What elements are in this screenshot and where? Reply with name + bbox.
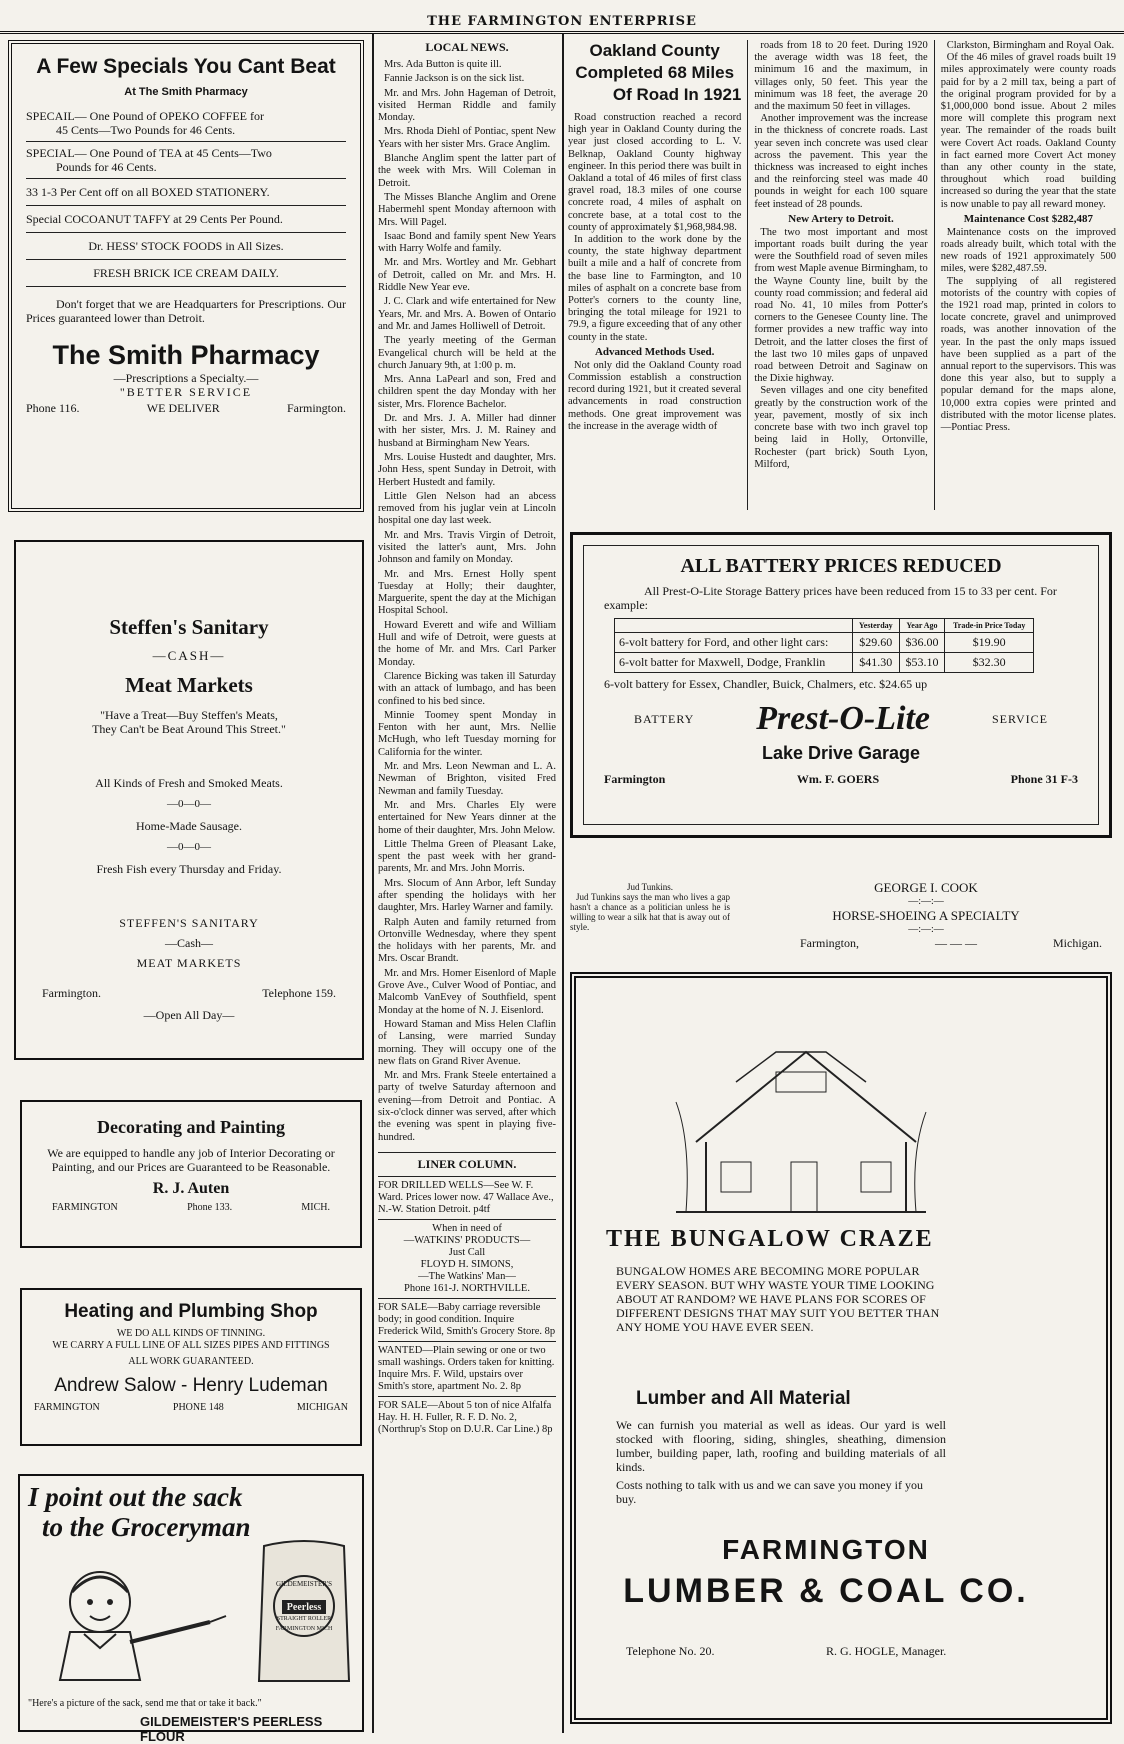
roads-p11: The supplying of all registered motorists of the country with copies of the 1921 road map, printed in colors to locate concrete, gravel and unimproved roads, was another innovation of the year. In the past the only maps issued have been supplied as a part of the annual report to the supervisors. This was done this year also, but to supply a popular demand for the maps alone, 10,000 extra copies were printed and distributed with the motor license plates.—Pontiac Press.: [940, 275, 1117, 434]
steffens-fish: Fresh Fish every Thursday and Friday.: [96, 862, 282, 876]
heating-title: Heating and Plumbing Shop: [64, 1301, 318, 1322]
lumber-company-1: FARMINGTON: [722, 1534, 930, 1565]
battery-label: BATTERY: [634, 712, 695, 726]
roads-p10: Maintenance costs on the improved roads already built, which total with the new roads of 1921 approximately 500 miles, were $282,487.59.: [940, 226, 1117, 275]
news-item: Mrs. Louise Hustedt and daughter, Mrs. John Hess, spent Sunday in Detroit, with Herbert Hustedt and family.: [378, 451, 556, 488]
roads-col-b: [754, 40, 927, 510]
sack-label-2: Peerless: [286, 1602, 322, 1613]
steffens-sep-1: —0—0—: [167, 798, 211, 810]
flour-headline-1: I point out the sack: [28, 1482, 243, 1512]
smith-pharmacy-ad: [8, 40, 364, 512]
battery-cell-yesterday: $29.60: [852, 633, 899, 653]
battery-table-header: [615, 619, 853, 633]
news-item: Mr. and Mrs. Leon Newman and L. A. Newman of Brighton, visited Fred Newman and family Tuesday.: [378, 761, 556, 797]
cook-sep-2: —:—:—: [908, 924, 944, 935]
roads-p4: roads from 18 to 20 feet. During 1920 the average width was 18 feet, the minimum 16 and the maximum, in villages only, 50 feet. This year the minimum was 18 feet, the average 20 and the maximum 50 feet in villages.: [754, 40, 928, 113]
smith-motto: "BETTER SERVICE: [119, 385, 253, 399]
roads-p8: Clarkston, Birmingham and Royal Oak.: [946, 40, 1115, 51]
roads-p6: The two most important and most important roads built during the year were the Southfield road of seven miles from west Maple avenue Birmingham, to the Wayne County line, built by the county road commission; and federal aid road No. 41, 10 miles from Potter's corners to the Genesee County line. The former provides a new traffic way into Detroit, and the latter closes the first of the last two 10 miles gaps of unpaved road between Detroit and Saginaw on the Dixie highway.: [754, 226, 928, 385]
sack-label-4: FARMINGTON MICH: [275, 1626, 333, 1632]
garage-town: Farmington: [604, 772, 666, 786]
masthead: [0, 0, 1124, 34]
battery-table-header: Trade-in Price Today: [945, 619, 1034, 633]
flour-brand: GILDEMEISTER'S PEERLESS FLOUR: [140, 1714, 323, 1744]
garage-name: Lake Drive Garage: [761, 743, 921, 763]
steffens-phone: Telephone 159.: [262, 986, 336, 1000]
battery-cell-year-ago: $36.00: [899, 633, 945, 653]
roads-p2: In addition to the work done by the county, the state highway department built a mile and a half of concrete from the base line to Farmington, and 10 miles of asphalt on a concrete base from Potter's corners to the county line, bringing the total mileage for 1921 to 79.9, a figure exceeding that of any other county in the state.: [568, 234, 742, 343]
battery-ad: [570, 532, 1112, 838]
battery-cell-label: 6-volt battery for Ford, and other light cars:: [615, 633, 853, 653]
steffens-name-2: STEFFEN'S SANITARY: [119, 916, 259, 930]
tunkins-text: Jud Tunkins says the man who lives a gap hasn't a chance as a politician unless he is willing to wear a silk hat that is away out of style.: [570, 892, 730, 932]
liner-drilled-wells: FOR DRILLED WELLS—See W. F. Ward. Prices lower now. 47 Wallace Ave., N.-W. Station Detroit. p4tf: [378, 1176, 556, 1216]
battery-table-row: [615, 653, 1034, 673]
smith-deliver: WE DELIVER: [146, 401, 220, 415]
smith-phone: Phone 116.: [26, 401, 80, 415]
steffens-quote-2: They Can't be Beat Around This Street.": [92, 722, 286, 736]
garage-phone: Phone 31 F-3: [1010, 772, 1078, 786]
news-item: Ralph Auten and family returned from Ortonville Wednesday, where they spent the holidays with her parents, Mr. and Mrs. Oscar Brandt.: [378, 916, 556, 965]
roads-sub-1: Advanced Methods Used.: [594, 345, 715, 358]
roads-p5: Another improvement was the increase in the thickness of concrete roads. Last year seven inch concrete was used clear across the pavement. This year the thickness was increased to eight inches and the reinforcing steel was made 40 pounds in weight for each 100 square feet instead of 28 pounds.: [754, 113, 928, 210]
special-taffy: Special COCOANUT TAFFY at 29 Cents Per Pound.: [26, 212, 283, 226]
heating-line-2: WE CARRY A FULL LINE OF ALL SIZES PIPES AND FITTINGS: [52, 1340, 330, 1351]
battery-intro: All Prest-O-Lite Storage Battery prices have been reduced from 15 to 33 per cent. For example:: [604, 584, 1057, 612]
column-rule: [372, 34, 374, 1733]
steffens-markets-2: MEAT MARKETS: [136, 956, 242, 970]
service-label: SERVICE: [991, 712, 1048, 726]
news-item: The yearly meeting of the German Evangelical church will be held at the church January 9th, at 1:00 p. m.: [378, 335, 556, 371]
news-item: The Misses Blanche Anglim and Orene Habermehl spent Monday afternoon with Mrs. Will Pagel.: [378, 191, 556, 228]
news-item: Minnie Toomey spent Monday in Fenton with her aunt, Mrs. Nellie McHugh, who left Tuesday morning for California for the winter.: [378, 709, 556, 758]
flour-headline-2: to the Groceryman: [42, 1512, 251, 1542]
news-item: Howard Staman and Miss Helen Claflin of Lansing, were married Sunday morning. They will occupy one of the new flats on Grand River Avenue.: [378, 1018, 556, 1067]
special-ice-cream: FRESH BRICK ICE CREAM DAILY.: [93, 266, 279, 280]
heating-plumbing-ad: [20, 1288, 362, 1446]
column-rule: [562, 34, 564, 1733]
news-item: Mr. and Mrs. Frank Steele entertained a party of twelve Saturday afternoon and evening—from Detroit and Pontiac. A six-o'clock dinner was served, after which the evening was spent in playing five-hundred.: [378, 1070, 556, 1143]
news-item: Mr. and Mrs. Homer Eisenlord of Maple Grove Ave., Culver Wood of Pontiac, and Malcomb VanEvey of Southfield, spent Monday at the home of N. J. Eisenlord.: [378, 967, 556, 1016]
special-stock-foods: Dr. HESS' STOCK FOODS in All Sizes.: [88, 239, 284, 253]
roads-article: [568, 40, 1116, 510]
roads-sub-2: New Artery to Detroit.: [788, 212, 894, 225]
news-item: Mrs. Rhoda Diehl of Pontiac, spent New Years with her sister Mrs. Grace Anglim.: [378, 126, 556, 150]
battery-cell-yesterday: $41.30: [852, 653, 899, 673]
steffens-open: —Open All Day—: [143, 1008, 235, 1022]
news-item: Little Glen Nelson had an abcess removed from his juglar vein at Lincoln hospital one day last week.: [378, 490, 556, 527]
auten-painting-ad: [20, 1100, 362, 1248]
special-tea: SPECIAL— One Pound of TEA at 45 Cents—Two Pounds for 46 Cents.: [26, 146, 272, 174]
newspaper-title: THE FARMINGTON ENTERPRISE: [427, 14, 697, 29]
lumber-company-2: LUMBER & COAL CO.: [623, 1572, 1029, 1610]
bungalow-title: THE BUNGALOW CRAZE: [606, 1226, 934, 1252]
heating-line-1: WE DO ALL KINDS OF TINNING.: [116, 1328, 266, 1339]
battery-table-header: Year Ago: [899, 619, 945, 633]
local-news-heading: LOCAL NEWS.: [425, 40, 509, 54]
jud-tunkins-item: [570, 882, 730, 932]
news-item: Mr. and Mrs. Charles Ely were entertained for New Years dinner at the home of their daughter, Mrs. John Melow.: [378, 799, 556, 836]
cook-name: GEORGE I. COOK: [874, 880, 978, 895]
lumber-manager: R. G. HOGLE, Manager.: [826, 1644, 947, 1658]
prest-o-lite-logo: Prest-O-Lite: [756, 700, 930, 737]
auten-state: MICH.: [301, 1202, 330, 1213]
steffens-cash: —CASH—: [152, 648, 226, 663]
news-item: Clarence Bicking was taken ill Saturday with an attack of lumbago, and has been confined to his bed since.: [378, 670, 556, 707]
steffens-cash-2: —Cash—: [165, 936, 213, 950]
steffens-meat-market-ad: [14, 540, 364, 1060]
heating-line-3: ALL WORK GUARANTEED.: [128, 1356, 254, 1367]
cook-dashes: — — —: [935, 936, 977, 950]
garage-owner: Wm. F. GOERS: [796, 772, 880, 786]
news-item: Blanche Anglim spent the latter part of the week with Mrs. Will Coleman in Detroit.: [378, 153, 556, 189]
heating-phone: PHONE 148: [172, 1402, 224, 1413]
roads-col-c: [941, 40, 1116, 510]
battery-table-row: [615, 633, 1034, 653]
sack-label-3: STRAIGHT ROLLER: [276, 1616, 332, 1622]
lumber-coal-ad: [570, 972, 1112, 1724]
steffens-kinds: All Kinds of Fresh and Smoked Meats.: [95, 776, 283, 790]
local-news-items: [378, 59, 556, 1144]
smith-headline: A Few Specials You Cant Beat: [36, 55, 336, 78]
cook-horseshoeing-ad: [740, 880, 1112, 950]
news-item: Little Thelma Green of Pleasant Lake, spent the past week with her grand-parents, Mr. and Mrs. John Morris.: [378, 838, 556, 875]
battery-cell-year-ago: $53.10: [899, 653, 945, 673]
smith-subhead: At The Smith Pharmacy: [124, 86, 248, 98]
news-item: Mr. and Mrs. Ernest Holly spent Tuesday at Holly; their daughter, Marguerite, spent the day at the Michigan Hospital School.: [378, 568, 556, 617]
news-item: Fannie Jackson is on the sick list.: [384, 73, 525, 85]
news-item: Isaac Bond and family spent New Years with Harry Wolfe and family.: [378, 230, 556, 255]
liner-wanted-sewing: WANTED—Plain sewing or one or two small washings. Orders taken for knitting. Inquire Mrs. F. Wild, upstairs over Smith's store, apartment No. 2. 8p: [378, 1341, 556, 1393]
auten-town: FARMINGTON: [52, 1202, 118, 1213]
roads-sub-3: Maintenance Cost $282,487: [963, 212, 1093, 225]
news-item: Mr. and Mrs. Wortley and Mr. Gebhart of Detroit, called on Mr. and Mrs. H. Riddle New Year eve.: [378, 257, 556, 294]
battery-cell-label: 6-volt batter for Maxwell, Dodge, Franklin: [615, 653, 853, 673]
smith-tagline: —Prescriptions a Specialty.—: [113, 371, 259, 385]
battery-essex: 6-volt battery for Essex, Chandler, Buick, Chalmers, etc. $24.65 up: [604, 677, 928, 691]
liner-alfalfa-hay: FOR SALE—About 5 ton of nice Alfalfa Hay. H. H. Fuller, R. F. D. No. 2, (Northrup's Stop on D.U.R. Car Line.) 8p: [378, 1396, 556, 1436]
roads-p9: Of the 46 miles of gravel roads built 19 miles approximately were county roads paid for by a 2 mill tax, being a part of the original program provided for by a $1,000,000 bond issue. About 2 miles more will complete this program next year. The remainder of the roads built were Covert Act roads. Oakland County in fact earned more Covert Act money than any other county in the state, throughout which road building increased so during the year that the state is now unable to pay all reward money.: [940, 52, 1117, 210]
news-item: Mrs. Ada Button is quite ill.: [384, 59, 502, 70]
steffens-markets: Meat Markets: [125, 673, 253, 697]
news-item: Mr. and Mrs. Travis Virgin of Detroit, visited the latter's aunt, Mrs. John Johnson and family on Monday.: [378, 529, 556, 566]
steffens-sausage: Home-Made Sausage.: [136, 819, 242, 833]
girl-pointing-illustration: [40, 1562, 240, 1682]
battery-cell-today: $32.30: [945, 653, 1034, 673]
flour-caption: "Here's a picture of the sack, send me that or take it back.": [28, 1698, 262, 1709]
steffens-town: Farmington.: [42, 986, 101, 1000]
auten-body: We are equipped to handle any job of Interior Decorating or Painting, and our Prices are Guaranteed to be Reasonable.: [47, 1146, 335, 1174]
lumber-body-3: Costs nothing to talk with us and we can save you money if you buy.: [616, 1478, 923, 1506]
roads-headline-2: Completed 68 Miles: [575, 63, 735, 82]
steffens-quote-1: "Have a Treat—Buy Steffen's Meats,: [100, 708, 278, 722]
news-item: Mrs. Anna LaPearl and son, Fred and children spent the day Monday with her sister, Mrs. Florence Bachelor.: [378, 374, 556, 410]
auten-phone: Phone 133.: [187, 1202, 233, 1213]
battery-cell-today: $19.90: [945, 633, 1034, 653]
liner-watkins: When in need of —WATKINS' PRODUCTS— Just Call FLOYD H. SIMONS, —The Watkins' Man— Phone 161-J. NORTHVILLE.: [378, 1219, 556, 1295]
liner-heading: LINER COLUMN.: [378, 1152, 556, 1172]
cook-sep-1: —:—:—: [908, 896, 944, 907]
special-stationery: 33 1-3 Per Cent off on all BOXED STATIONERY.: [26, 185, 270, 199]
heating-names: Andrew Salow - Henry Ludeman: [54, 1375, 328, 1396]
battery-title: ALL BATTERY PRICES REDUCED: [680, 555, 1002, 577]
heating-state: MICHIGAN: [296, 1402, 348, 1413]
battery-table-header: Yesterday: [852, 619, 899, 633]
auten-name: R. J. Auten: [152, 1180, 230, 1197]
liner-baby-carriage: FOR SALE—Baby carriage reversible body; in good condition. Inquire Frederick Wild, Smith's Grocery Store. 8p: [378, 1298, 556, 1338]
local-news-column: [378, 40, 556, 1436]
news-item: Dr. and Mrs. J. A. Miller had dinner with her sister, Mrs. J. M. Rainey and husband at Birmingham New Years.: [378, 413, 556, 449]
smith-pharmacy-name: The Smith Pharmacy: [52, 340, 320, 370]
cook-town: Farmington,: [800, 936, 859, 950]
roads-p3: Not only did the Oakland County road Commission establish a construction record during 1921, but it created several advancements in road construction methods. One great improvement was the increase in the average width of: [568, 359, 742, 432]
tunkins-title: Jud Tunkins.: [626, 882, 674, 892]
steffens-title: Steffen's Sanitary: [109, 615, 269, 639]
news-item: J. C. Clark and wife entertained for New Years, Mr. and Mrs. A. Bowen of Ontario and Mr. and James Holliwell of Detroit.: [378, 296, 556, 332]
headquarters-note: Don't forget that we are Headquarters for Prescriptions. Our Prices guaranteed lower than Detroit.: [26, 297, 346, 325]
news-item: Mr. and Mrs. John Hageman of Detroit, visited Herman Riddle and family Monday.: [378, 87, 556, 124]
auten-title: Decorating and Painting: [96, 1117, 285, 1137]
heating-town: FARMINGTON: [34, 1402, 100, 1413]
special-coffee: SPECAIL— One Pound of OPEKO COFFEE for 45 Cents—Two Pounds for 46 Cents.: [26, 109, 265, 137]
lumber-body-2: We can furnish you material as well as ideas. Our yard is well stocked with flooring, siding, shingles, sheathing, dimension lumber, building paper, lath, roofing and building materials of all kinds.: [616, 1418, 946, 1474]
battery-price-table: [614, 618, 1034, 673]
steffens-sep-2: —0—0—: [167, 841, 211, 853]
news-item: Howard Everett and wife and William Hull and wife of Detroit, were guests at the home of Mr. and Mrs. Carl Parker Monday.: [378, 619, 556, 668]
news-item: Mrs. Slocum of Ann Arbor, left Sunday after spending the holidays with her daughter, Mrs. Harley Warner and family.: [378, 877, 556, 914]
cook-specialty: HORSE-SHOEING A SPECIALTY: [832, 908, 1020, 923]
roads-headline-1: Oakland County: [589, 41, 720, 60]
peerless-flour-ad: [18, 1474, 364, 1744]
roads-headline-3: Of Road In 1921: [612, 85, 742, 104]
roads-p7: Seven villages and one city benefited greatly by the construction work of the year, pavement, mostly of six inch concrete base with two inch gravel top being laid in Holly, Ortonville, Rochester (part brick) South Lyon, Milford,: [754, 385, 928, 470]
roads-col-a: [568, 40, 741, 510]
smith-town: Farmington.: [286, 401, 346, 415]
lumber-phone: Telephone No. 20.: [626, 1644, 715, 1658]
lumber-subtitle: Lumber and All Material: [636, 1388, 851, 1409]
cook-state: Michigan.: [1053, 936, 1102, 950]
roads-p1: Road construction reached a record high year in Oakland County during the year just closed according to L. V. Belknap, Oakland County highway engineer. In this period there was built in Oakland a total of 46 miles of first class gravel road, 18.3 miles of one course concrete road, 4 miles of asphalt on concrete base, at a total cost to the county of approximately $1,968,984.98.: [568, 112, 742, 233]
sack-label-1: GILDEMEISTER'S: [275, 1580, 333, 1588]
bungalow-illustration: [676, 1022, 926, 1222]
bungalow-body: BUNGALOW HOMES ARE BECOMING MORE POPULAR EVERY SEASON. BUT WHY WASTE YOUR TIME LOOKING ABOUT AT RANDOM? WE HAVE PLANS FOR SCORES OF DIFFERENT DESIGNS THAT MAY SUIT YOU BETTER THAN ANY HOME YOU HAVE EVER SEEN.: [616, 1264, 940, 1334]
